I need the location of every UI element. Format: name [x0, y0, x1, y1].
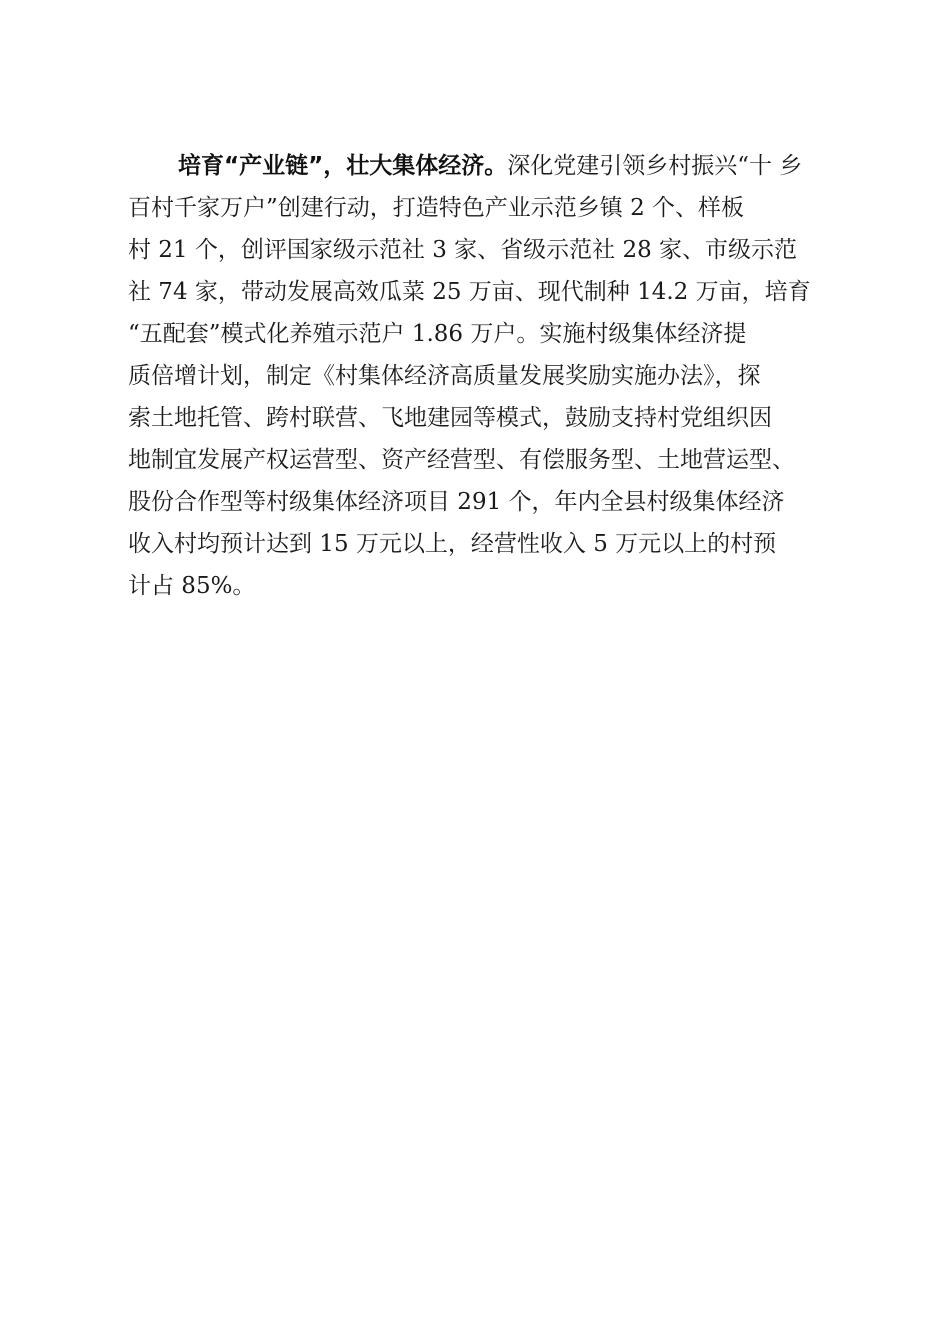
lead-heading: 培育“产业链”，壮大集体经济。 [178, 153, 508, 179]
paragraph-line-6 [128, 355, 848, 397]
line-text: 深化党建引领乡村振兴“十 乡 [507, 153, 803, 179]
paragraph-line-10 [128, 523, 848, 565]
line-text: 村 21 个，创评国家级示范社 3 家、省级示范社 28 家、市级示范 [128, 237, 798, 263]
paragraph-line-11 [128, 565, 848, 607]
paragraph-line-4 [128, 271, 848, 313]
paragraph-line-2 [128, 187, 848, 229]
line-text: 百村千家万户”创建行动，打造特色产业示范乡镇 2 个、样板 [128, 195, 745, 221]
paragraph-line-8 [128, 439, 848, 481]
line-text: 索土地托管、跨村联营、飞地建园等模式，鼓励支持村党组织因 [128, 405, 772, 431]
line-text: 计占 85%。 [128, 573, 256, 599]
paragraph-line-1 [128, 145, 848, 187]
line-text: 社 74 家，带动发展高效瓜菜 25 万亩、现代制种 14.2 万亩，培育 [128, 279, 811, 305]
paragraph-line-7 [128, 397, 848, 439]
line-text: 地制宜发展产权运营型、资产经营型、有偿服务型、土地营运型、 [128, 447, 795, 473]
body-paragraph [128, 145, 848, 607]
line-text: 股份合作型等村级集体经济项目 291 个，年内全县村级集体经济 [128, 489, 785, 515]
paragraph-line-5 [128, 313, 848, 355]
line-text: 收入村均预计达到 15 万元以上，经营性收入 5 万元以上的村预 [128, 531, 777, 557]
paragraph-line-9 [128, 481, 848, 523]
line-text: “五配套”模式化养殖示范户 1.86 万户。实施村级集体经济提 [128, 321, 747, 347]
paragraph-line-3 [128, 229, 848, 271]
line-text: 质倍增计划，制定《村集体经济高质量发展奖励实施办法》，探 [128, 363, 761, 389]
